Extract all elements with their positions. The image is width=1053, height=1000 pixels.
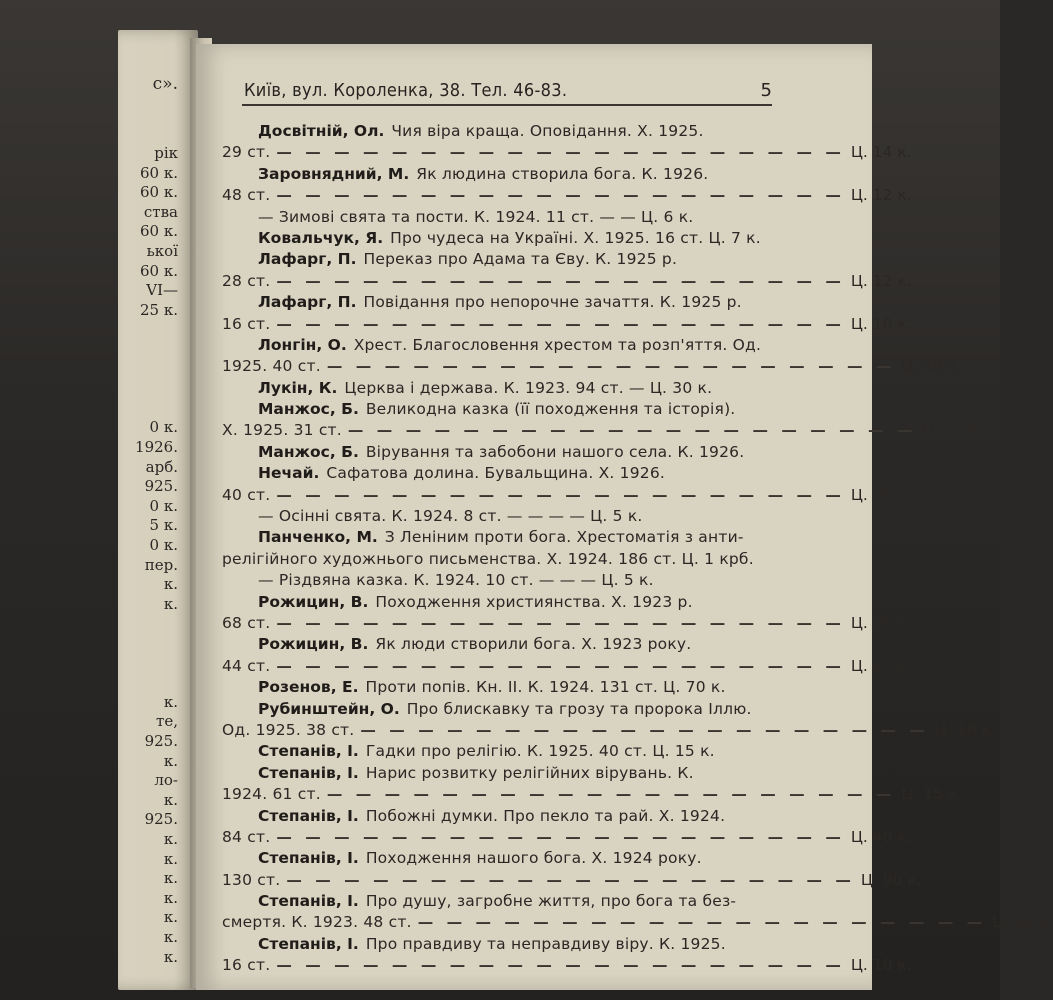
- entry-title: — Зимові свята та пости. К. 1924. 11 ст. — — Ц. 6 к.: [258, 207, 694, 226]
- header-address: Київ, вул. Короленка, 38. Тел. 46-83.: [244, 80, 568, 101]
- left-page: [118, 30, 198, 990]
- left-page-fragment: рік: [154, 144, 178, 162]
- entry-line: [222, 143, 912, 164]
- entry-author: Рожицин, В.: [258, 635, 369, 654]
- left-page-fragment: к.: [163, 594, 178, 613]
- entry-title: З Леніним проти бога. Хрестоматія з анти-: [384, 528, 744, 547]
- dash-leader: — — — — — — — — — — — — — — — — — — — —: [276, 143, 845, 162]
- left-page-fragment: ької: [146, 242, 178, 260]
- entry-line: [222, 186, 912, 207]
- left-page-fragment: 1926.: [135, 438, 178, 456]
- entry-title: Вірування та забобони нашого села. К. 1926.: [365, 442, 745, 461]
- entry-line: [222, 357, 963, 378]
- entry-line: [222, 122, 822, 143]
- entry-line: [222, 250, 822, 271]
- entry-line: [222, 271, 912, 293]
- entry-author: Лафарг, П.: [258, 250, 357, 269]
- entry-price: Ц. 20 к.: [992, 913, 1053, 932]
- left-page-fragment: к.: [163, 790, 178, 809]
- dash-leader: — — — — — — — — — — — — — — — — — — — —: [276, 485, 845, 504]
- entry-author: Панченко, М.: [258, 528, 378, 547]
- entry-author: Ковальчук, Я.: [258, 228, 384, 247]
- entry-detail: 28 ст.: [222, 271, 271, 290]
- entry-price: Ц. 10 к.: [850, 314, 912, 333]
- entry-title: — Різдвяна казка. К. 1924. 10 ст. — — — Ц. 5 к.: [258, 571, 654, 590]
- entry-detail: 16 ст.: [222, 956, 271, 975]
- entry-line: [222, 913, 1053, 934]
- entry-title: Як людина створила бога. К. 1926.: [416, 164, 709, 183]
- dash-leader: — — — — — — — — — — — — — — — — — — — —: [347, 421, 917, 440]
- entry-price: Ц. 12 к.: [850, 186, 912, 205]
- left-page-fragment: 0 к.: [149, 418, 178, 437]
- dash-leader: — — — — — — — — — — — — — — — — — — — —: [326, 785, 896, 804]
- dash-leader: — — — — — — — — — — — — — — — — — — — —: [276, 827, 845, 846]
- entry-author: Степанів, І.: [258, 806, 359, 825]
- entry-price: Ц. 14 к.: [850, 143, 912, 162]
- entry-author: Степанів, І.: [258, 763, 359, 782]
- entry-price: Ц. 10 к.: [850, 956, 912, 975]
- left-page-fragment: к.: [163, 888, 178, 907]
- entry-title: — Осінні свята. К. 1924. 8 ст. — — — — Ц. 5 к.: [258, 507, 643, 526]
- entry-author: Лафарг, П.: [258, 293, 357, 312]
- entry-price: Ц. 16 к.: [934, 720, 996, 739]
- entry-title: Гадки про релігію. К. 1925. 40 ст. Ц. 15 к.: [365, 742, 715, 761]
- left-page-fragment: к.: [163, 751, 178, 770]
- entry-line: [222, 764, 822, 785]
- left-page-fragment: арб.: [145, 457, 178, 476]
- entry-line: [222, 785, 963, 806]
- entry-detail: 68 ст.: [222, 613, 271, 632]
- entry-price: Ц. 20 к.: [850, 485, 912, 504]
- entry-line: [222, 528, 822, 549]
- entry-price: Ц. 12 к.: [850, 271, 912, 290]
- entry-title: Церква і держава. К. 1923. 94 ст. — Ц. 30 к.: [344, 378, 713, 397]
- dash-leader: — — — — — — — — — — — — — — — — — — — —: [326, 357, 896, 376]
- entry-line: [222, 635, 822, 656]
- entry-title: Великодна казка (її походження та історія).: [365, 400, 736, 419]
- entry-detail: релігійного художнього письменства. Х. 1924. 186 ст. Ц. 1 крб.: [222, 549, 754, 568]
- entry-title: Проти попів. Кн. II. К. 1924. 131 ст. Ц. 70 к.: [365, 678, 726, 697]
- entry-title: Побожні думки. Про пекло та рай. Х. 1924.: [365, 806, 726, 825]
- entry-line: [222, 165, 822, 186]
- entry-price: Ц. 12 к.: [922, 421, 984, 440]
- entry-line: [222, 678, 822, 699]
- entry-detail: 84 ст.: [222, 827, 271, 846]
- entry-author: Рожицин, В.: [258, 592, 369, 611]
- entry-line: [222, 464, 822, 485]
- entry-line: [222, 700, 822, 721]
- left-page-fragment: ло-: [154, 771, 178, 790]
- entry-author: Лонгін, О.: [258, 335, 347, 354]
- entry-detail: 44 ст.: [222, 656, 271, 675]
- dash-leader: — — — — — — — — — — — — — — — — — — — —: [286, 870, 855, 889]
- entry-title: Походження християнства. Х. 1923 р.: [375, 592, 693, 611]
- book-page: [196, 44, 1053, 990]
- entry-price: Ц. 10 к.: [901, 357, 963, 376]
- entry-title: Про чудеса на Україні. Х. 1925. 16 ст. Ц. 7 к.: [390, 228, 761, 247]
- entry-author: Степанів, І.: [258, 849, 359, 868]
- entry-line: [222, 720, 996, 742]
- entry-title: Повідання про непорочне зачаття. К. 1925 р.: [363, 293, 742, 312]
- entry-author: Степанів, І.: [258, 742, 359, 761]
- entry-line: [222, 443, 822, 464]
- entry-author: Досвітній, Ол.: [258, 122, 385, 140]
- left-page-fragment: 925.: [144, 477, 178, 496]
- left-page-fragment: к.: [163, 575, 178, 594]
- left-page-fragment: 0 к.: [149, 536, 178, 554]
- entry-price: Ц. 15 к.: [901, 785, 963, 804]
- entry-author: Розенов, Е.: [258, 678, 359, 697]
- entry-author: Манжос, Б.: [258, 442, 359, 461]
- entry-line: [222, 421, 984, 442]
- left-page-header-fragment: с».: [152, 74, 178, 94]
- entry-detail: смертя. К. 1923. 48 ст.: [222, 913, 412, 932]
- entry-detail: 16 ст.: [222, 314, 271, 333]
- entry-detail: 40 ст.: [222, 485, 271, 504]
- left-page-fragment: 0 к.: [149, 496, 178, 515]
- left-page-fragment: 60 к.: [140, 163, 178, 182]
- entry-line: [222, 870, 922, 892]
- entry-line: [222, 956, 912, 977]
- dash-leader: — — — — — — — — — — — — — — — — — — — —: [276, 613, 845, 632]
- entry-detail: 48 ст.: [222, 186, 271, 205]
- entry-line: [222, 593, 822, 614]
- left-page-fragment: к.: [163, 869, 178, 888]
- dash-leader: — — — — — — — — — — — — — — — — — — — —: [276, 314, 845, 333]
- left-page-fragment: 925.: [144, 732, 178, 750]
- entry-detail: Од. 1925. 38 ст.: [222, 720, 355, 739]
- page-header: [242, 78, 772, 106]
- entry-line: [222, 892, 822, 913]
- entry-detail: 1924. 61 ст.: [222, 785, 321, 804]
- left-page-fragment: 60 к.: [140, 261, 178, 280]
- entry-author: Нечай.: [258, 464, 320, 483]
- left-page-fragment: 5 к.: [149, 516, 178, 535]
- left-page-fragment: 60 к.: [140, 183, 178, 202]
- entry-author: Заровнядний, М.: [258, 164, 410, 183]
- left-page-fragment: к.: [163, 928, 178, 946]
- entry-line: [222, 314, 912, 336]
- entry-detail: 29 ст.: [222, 143, 271, 162]
- left-page-fragment: к.: [163, 692, 178, 711]
- left-page-fragment: 60 к.: [140, 222, 178, 241]
- left-page-fragment: ства: [143, 202, 178, 221]
- entry-title: Про душу, загробне життя, про бога та без-: [365, 892, 737, 911]
- page-number: 5: [760, 80, 772, 101]
- entry-title: Походження нашого бога. Х. 1924 року.: [365, 849, 702, 868]
- entry-author: Степанів, І.: [258, 934, 359, 953]
- entry-line: [222, 293, 822, 314]
- left-page-fragment: 925.: [144, 810, 178, 829]
- left-page-fragment: те,: [156, 712, 178, 731]
- entry-line: [222, 807, 822, 828]
- entry-author: Рубинштейн, О.: [258, 699, 400, 718]
- entry-title: Про правдиву та неправдиву віру. К. 1925.: [365, 934, 726, 953]
- entry-line: [222, 613, 912, 635]
- dash-leader: — — — — — — — — — — — — — — — — — — — —: [417, 913, 987, 932]
- dash-leader: — — — — — — — — — — — — — — — — — — — —: [276, 186, 845, 205]
- entry-price: Ц. 90 к.: [860, 870, 922, 889]
- entry-line: [222, 507, 822, 528]
- entry-price: Ц. 40 к.: [850, 827, 912, 846]
- entry-title: Про блискавку та грозу та пророка Іллю.: [406, 699, 752, 718]
- entry-line: [222, 550, 822, 571]
- left-page-fragment: к.: [163, 947, 178, 966]
- entry-line: [222, 827, 912, 849]
- dash-leader: — — — — — — — — — — — — — — — — — — — —: [276, 656, 845, 675]
- entry-title: Хрест. Благословення хрестом та розп'яття. Од.: [353, 335, 762, 354]
- left-page-fragment: 25 к.: [140, 300, 178, 319]
- entry-line: [222, 400, 822, 421]
- entry-line: [222, 336, 822, 357]
- dash-leader: — — — — — — — — — — — — — — — — — — — —: [360, 720, 929, 739]
- entry-line: [222, 742, 822, 763]
- entry-line: [222, 849, 822, 870]
- left-page-fragment: пер.: [144, 555, 178, 574]
- entry-price: Ц. 20 к.: [850, 656, 912, 675]
- entry-title: Чия віра краща. Оповідання. Х. 1925.: [391, 122, 704, 140]
- entry-author: Лукін, К.: [258, 378, 338, 397]
- left-page-fragment: к.: [163, 908, 178, 927]
- dash-leader: — — — — — — — — — — — — — — — — — — — —: [276, 956, 845, 975]
- entry-title: Переказ про Адама та Єву. К. 1925 р.: [363, 250, 678, 269]
- entry-line: [222, 656, 912, 678]
- left-page-fragment: к.: [163, 830, 178, 848]
- entry-author: Степанів, І.: [258, 892, 359, 911]
- entry-detail: Х. 1925. 31 ст.: [222, 421, 342, 440]
- entry-line: [222, 229, 822, 250]
- entry-line: [222, 571, 822, 592]
- entry-detail: 1925. 40 ст.: [222, 357, 321, 376]
- left-page-fragment: VI—: [146, 281, 178, 300]
- entry-title: Сафатова долина. Бувальщина. Х. 1926.: [326, 464, 666, 483]
- entry-line: [222, 208, 822, 229]
- entry-line: [222, 379, 822, 400]
- entry-title: Нарис розвитку релігійних вірувань. К.: [365, 763, 694, 782]
- bibliography-list: [222, 122, 1053, 978]
- left-page-fragment: к.: [163, 849, 178, 868]
- entry-line: [222, 485, 912, 507]
- entry-title: Як люди створили бога. Х. 1923 року.: [375, 635, 692, 654]
- entry-line: [222, 935, 822, 956]
- entry-price: Ц. 25 к.: [850, 613, 912, 632]
- entry-detail: 130 ст.: [222, 870, 281, 889]
- dash-leader: — — — — — — — — — — — — — — — — — — — —: [276, 271, 845, 290]
- entry-author: Манжос, Б.: [258, 400, 359, 419]
